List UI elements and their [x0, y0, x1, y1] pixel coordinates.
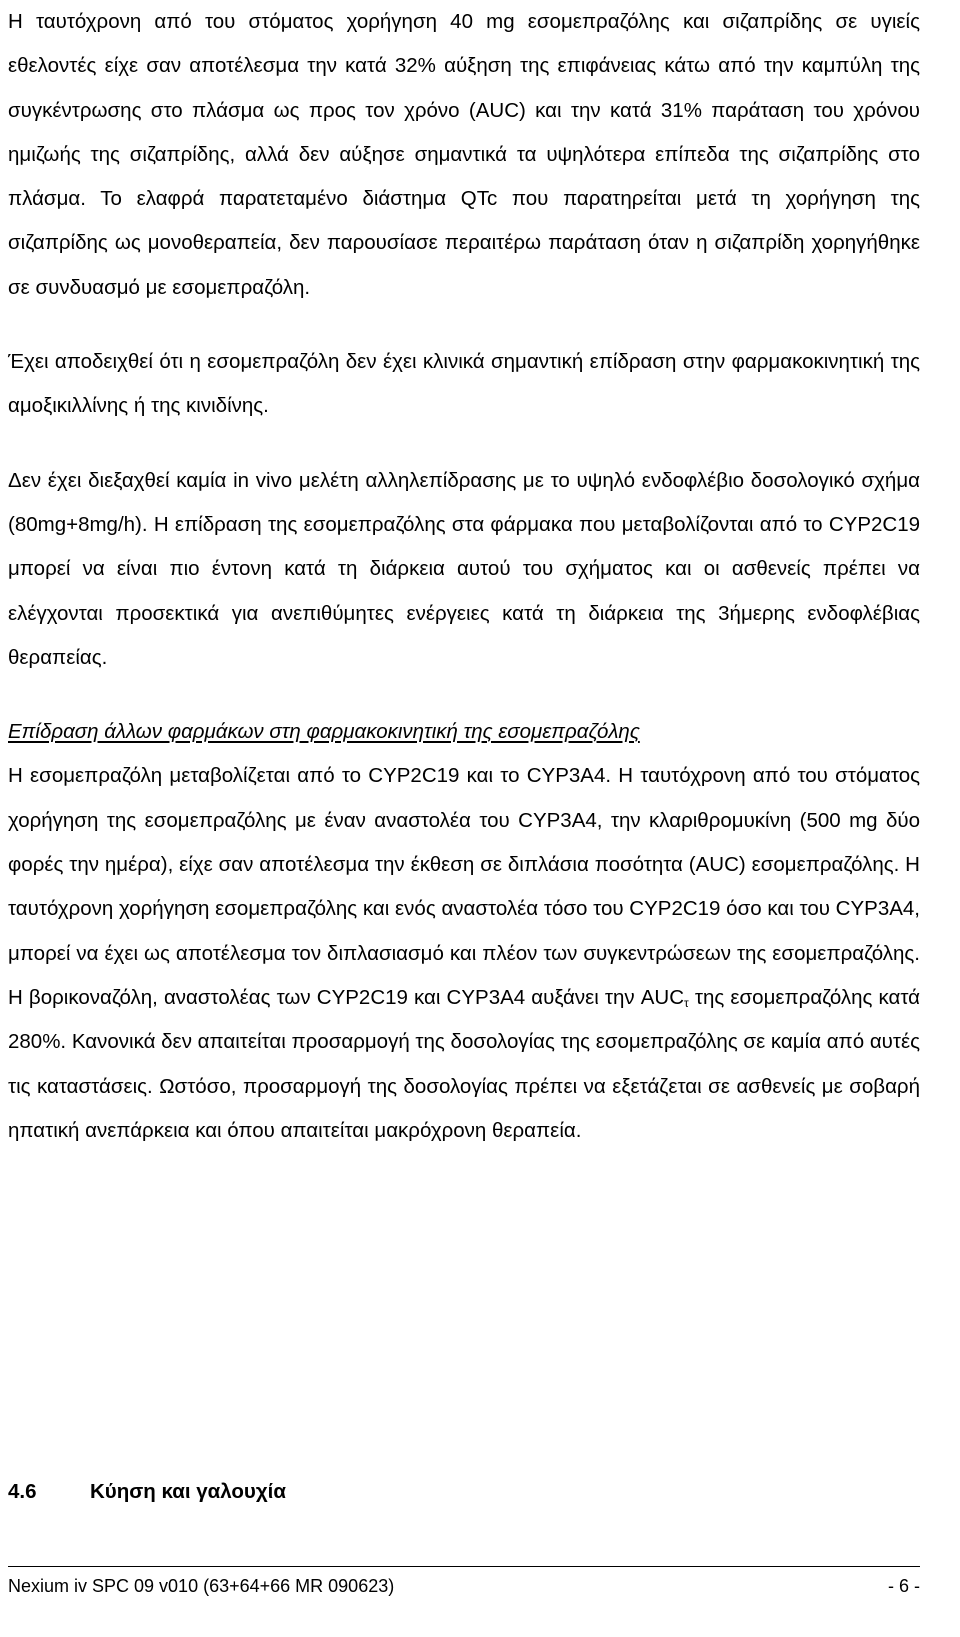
- subheading-other-drugs: Επίδραση άλλων φαρμάκων στη φαρμακοκινητική της εσομεπραζόλης: [8, 720, 640, 744]
- auc-subscript: τ: [684, 995, 689, 1010]
- paragraph-cyp-text-a: Η εσομεπραζόλη μεταβολίζεται από το CYP2C19 και το CYP3A4. Η ταυτόχρονη από του στόματος χορήγηση της εσομεπραζόλης με έναν αναστολέα του CYP3A4, την κλαριθρομυκίνη (500 mg δύο φορές την ημέρα), είχε σαν αποτέλεσμα την έκθεση σε διπλάσια ποσότητα (AUC) εσομεπραζόλης. Η ταυτόχρονη χορήγηση εσομεπραζόλης και ενός αναστολέα τόσο του CYP2C19 όσο και του CYP3A4, μπορεί να έχει ως αποτέλεσμα τον διπλασιασμό και πλέον των συγκεντρώσεων της εσομεπραζόλης. Η βορικοναζόλη, αναστολέας των CYP2C19 και CYP3A4 αυξάνει την AUC: [8, 764, 920, 1009]
- footer-divider: [8, 1566, 920, 1567]
- section-number: 4.6: [8, 1480, 37, 1503]
- paragraph-iv-regimen: Δεν έχει διεξαχθεί καμία in vivo μελέτη αλληλεπίδρασης με το υψηλό ενδοφλέβιο δοσολογικό σχήμα (80mg+8mg/h). Η επίδραση της εσομεπραζόλης στα φάρμακα που μεταβολίζονται από το CYP2C19 μπορεί να είναι πιο έντονη κατά τη διάρκεια αυτού του σχήματος και οι ασθενείς πρέπει να ελέγχονται προσεκτικά για ανεπιθύμητες ενέργειες κατά τη διάρκεια της 3ήμερης ενδοφλέβιας θεραπείας.: [8, 468, 920, 669]
- footer-document-id: Nexium iv SPC 09 v010 (63+64+66 MR 090623): [8, 1576, 395, 1596]
- footer-page-number: - 6 -: [887, 1576, 920, 1596]
- paragraph-cyp-metabolism: [8, 754, 920, 1153]
- paragraph-cisapride: Η ταυτόχρονη από του στόματος χορήγηση 40 mg εσομεπραζόλης και σιζαπρίδης σε υγιείς εθελοντές είχε σαν αποτέλεσμα την κατά 32% αύξηση της επιφάνειας κάτω από την καμπύλη της συγκέντρωσης στο πλάσμα ως προς τον χρόνο (AUC) και την κατά 31% παράταση του χρόνου ημιζωής της σιζαπρίδης, αλλά δεν αύξησε σημαντικά τα υψηλότερα επίπεδα της σιζαπρίδης στο πλάσμα. Το ελαφρά παρατεταμένο διάστημα QTc που παρατηρείται μετά τη χορήγηση της σιζαπρίδης ως μονοθεραπεία, δεν παρουσίασε περαιτέρω παράταση όταν η σιζαπρίδη χορηγήθηκε σε συνδυασμό με εσομεπραζόλη.: [8, 10, 920, 299]
- section-heading: [8, 1477, 286, 1507]
- page-footer: [8, 1574, 920, 1598]
- paragraph-amoxicillin: Έχει αποδειχθεί ότι η εσομεπραζόλη δεν έχει κλινικά σημαντική επίδραση στην φαρμακοκινητική της αμοξικιλλίνης ή της κινιδίνης.: [8, 350, 920, 418]
- paragraph-cyp-text-b: της εσομεπραζόλης κατά 280%. Κανονικά δεν απαιτείται προσαρμογή της δοσολογίας της εσομεπραζόλης σε καμία από αυτές τις καταστάσεις. Ωστόσο, προσαρμογή της δοσολογίας πρέπει να εξετάζεται σε ασθενείς με σοβαρή ηπατική ανεπάρκεια και όπου απαιτείται μακρόχρονη θεραπεία.: [8, 985, 921, 1142]
- document-body: [8, 0, 920, 1153]
- section-title: Κύηση και γαλουχία: [90, 1480, 286, 1503]
